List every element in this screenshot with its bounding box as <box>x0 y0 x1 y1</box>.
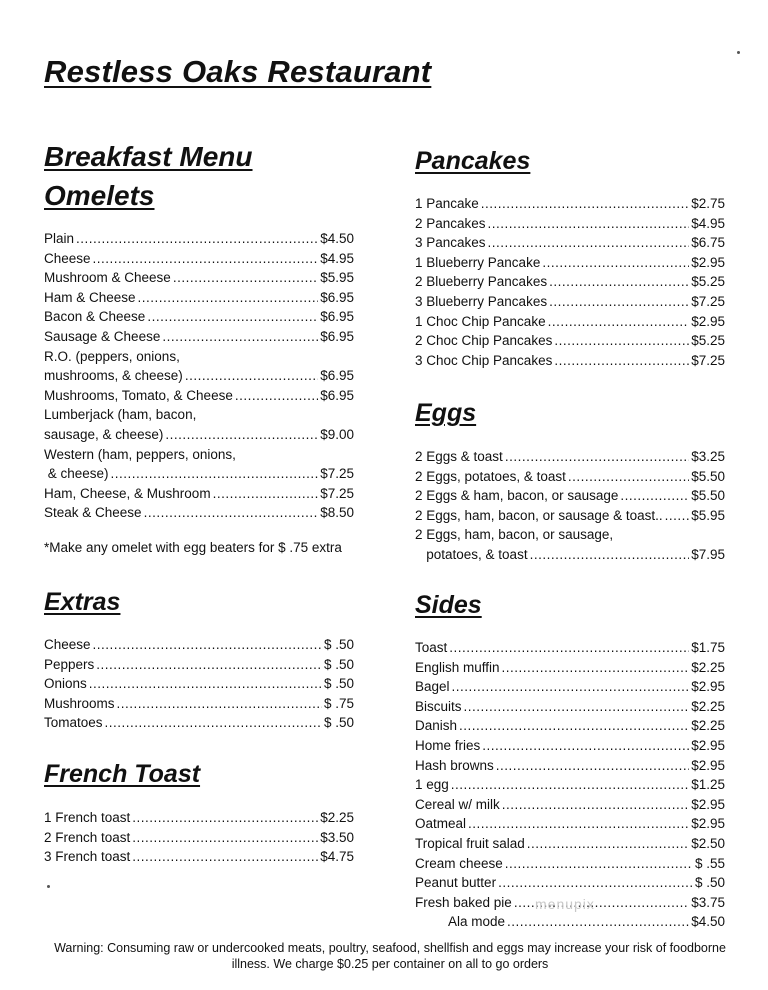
pancakes-title: Pancakes <box>415 147 531 175</box>
menu-item-price: $2.95 <box>691 737 725 753</box>
menu-item-price: $2.95 <box>691 816 725 832</box>
dot-leader <box>554 351 689 371</box>
menu-item-name: English muffin <box>415 659 500 675</box>
menu-item-price: $4.95 <box>320 250 354 266</box>
menu-item-price: $1.25 <box>691 777 725 793</box>
menu-item-price: $2.95 <box>691 757 725 773</box>
menu-item-price: $3.75 <box>691 894 725 910</box>
menu-item <box>415 467 725 487</box>
menu-item-price: $2.95 <box>691 679 725 695</box>
menu-item-name: 2 Eggs, potatoes, & toast <box>415 468 566 484</box>
menu-item <box>415 638 725 658</box>
menu-item-price: $7.95 <box>691 546 725 562</box>
menu-item-price: $6.95 <box>320 289 354 305</box>
menu-item <box>415 312 725 332</box>
menu-item-name: Tropical fruit salad <box>415 835 525 851</box>
menu-item-name: 2 Eggs & ham, bacon, or sausage <box>415 488 619 504</box>
dot-leader <box>620 486 689 506</box>
menu-item-name: 3 French toast <box>44 849 131 865</box>
menu-item <box>44 674 354 694</box>
menu-item-price: $2.75 <box>691 196 725 211</box>
menu-item-price: $5.95 <box>320 270 354 286</box>
egg-beaters-note: *Make any omelet with egg beaters for $ .75 extra <box>44 540 342 555</box>
pancakes-list <box>415 194 725 370</box>
menu-item-price: $7.25 <box>691 293 725 309</box>
menu-item-name: Oatmeal <box>415 816 467 832</box>
menu-item-name: Plain <box>44 231 75 246</box>
dot-leader <box>105 713 322 733</box>
dot-leader <box>162 327 318 347</box>
menu-item-name: 2 Eggs & toast <box>415 449 503 464</box>
dot-leader <box>138 288 319 308</box>
menu-item-name: 2 Choc Chip Pancakes <box>415 333 553 349</box>
menu-item <box>415 233 725 253</box>
dot-leader <box>459 716 689 736</box>
dot-leader <box>111 464 319 484</box>
menu-item-name: Hash browns <box>415 757 494 773</box>
menu-item <box>415 272 725 292</box>
menu-item-price: $2.95 <box>691 254 725 270</box>
eggs-title: Eggs <box>415 399 477 427</box>
menu-item-name: & cheese) <box>44 466 109 482</box>
dot-leader <box>530 545 690 565</box>
menu-item <box>44 445 354 465</box>
menu-item <box>44 694 354 714</box>
menu-item-name: Toast <box>415 640 448 655</box>
menu-item-name: Fresh baked pie <box>415 894 512 910</box>
menu-item-name: Sausage & Cheese <box>44 328 161 344</box>
menu-item <box>415 331 725 351</box>
menu-item-name: Ham & Cheese <box>44 289 136 305</box>
dot-leader <box>502 658 690 678</box>
menu-item <box>415 658 725 678</box>
menu-item-name: Lumberjack (ham, bacon, <box>44 407 197 423</box>
dot-leader <box>89 674 322 694</box>
menu-item <box>44 405 354 425</box>
menu-item <box>44 503 354 523</box>
menu-item-name: 1 Choc Chip Pancake <box>415 313 546 329</box>
dot-leader <box>498 873 693 893</box>
menu-item-price: $5.95 <box>691 507 725 523</box>
menu-item-price: $2.25 <box>691 659 725 675</box>
extras-list <box>44 635 354 733</box>
menu-item <box>44 847 354 867</box>
menu-item <box>44 327 354 347</box>
dot-leader <box>235 386 318 406</box>
menu-item <box>415 351 725 371</box>
dot-leader <box>468 814 689 834</box>
dot-leader <box>451 775 689 795</box>
menu-item-name: 2 Eggs, ham, bacon, or sausage, <box>415 527 614 543</box>
dot-leader <box>147 307 318 327</box>
dot-leader <box>549 272 689 292</box>
menu-item-price: $3.50 <box>320 829 354 845</box>
menu-item-name: Peppers <box>44 656 95 672</box>
watermark: menupix <box>535 896 595 912</box>
restaurant-name: Restless Oaks Restaurant <box>44 54 432 89</box>
menu-item-price: $4.75 <box>320 849 354 865</box>
menu-item <box>44 655 354 675</box>
menu-item-price: $6.75 <box>691 235 725 251</box>
menu-item <box>415 814 725 834</box>
dot-leader <box>213 484 319 504</box>
dot-leader <box>488 233 690 253</box>
dot-leader <box>449 638 689 658</box>
dot-leader <box>144 503 319 523</box>
menu-item-name: Onions <box>44 676 87 692</box>
scan-mark <box>47 885 50 888</box>
menu-item-price: $2.50 <box>691 835 725 851</box>
dot-leader <box>527 834 689 854</box>
menu-item-price: $ .50 <box>694 875 725 891</box>
dot-leader <box>505 854 693 874</box>
menu-item <box>415 194 725 214</box>
menu-item-price: $ .50 <box>323 656 354 672</box>
menu-item-name: Mushrooms, Tomato, & Cheese <box>44 387 233 403</box>
menu-item-name: mushrooms, & cheese) <box>44 368 183 384</box>
menu-item-price: $4.50 <box>691 914 725 930</box>
menu-item-name: Tomatoes <box>44 715 103 731</box>
dot-leader <box>452 677 690 697</box>
menu-item-price: $1.75 <box>691 640 725 655</box>
dot-leader <box>488 214 690 234</box>
menu-item-name: potatoes, & toast <box>415 546 528 562</box>
dot-leader <box>464 697 690 717</box>
menu-item <box>44 828 354 848</box>
dot-leader <box>502 795 689 815</box>
dot-leader <box>665 506 690 526</box>
menu-item <box>44 366 354 386</box>
menu-item-price: $3.25 <box>691 449 725 464</box>
menu-item-name: 1 Pancake <box>415 196 479 211</box>
menu-item-name: 1 French toast <box>44 810 131 825</box>
menu-item <box>415 677 725 697</box>
menu-item-name: Bacon & Cheese <box>44 309 146 325</box>
menu-item-price: $7.25 <box>320 466 354 482</box>
menu-item <box>415 912 725 932</box>
menu-item <box>415 253 725 273</box>
dot-leader <box>93 249 319 269</box>
menu-item <box>44 249 354 269</box>
menu-item <box>44 386 354 406</box>
dot-leader <box>507 912 689 932</box>
menu-item-name: Peanut butter <box>415 875 497 891</box>
dot-leader <box>548 312 690 332</box>
menu-item-price: $6.95 <box>320 368 354 384</box>
dot-leader <box>96 655 322 675</box>
omelets-list <box>44 229 354 523</box>
menu-item-name: Biscuits <box>415 698 462 714</box>
menu-item <box>415 756 725 776</box>
menu-item <box>44 635 354 655</box>
menu-item-name: 2 French toast <box>44 829 131 845</box>
menu-item-name: Cheese <box>44 250 91 266</box>
french-toast-list <box>44 808 354 867</box>
menu-item <box>415 292 725 312</box>
menu-item <box>44 229 354 249</box>
dot-leader <box>165 425 318 445</box>
menu-item-price: $2.25 <box>691 718 725 734</box>
menu-item-price: $6.95 <box>320 328 354 344</box>
menu-item-name: Cheese <box>44 637 91 652</box>
menu-item <box>415 775 725 795</box>
menu-item-price: $4.95 <box>691 215 725 231</box>
menu-item-name: 3 Blueberry Pancakes <box>415 293 548 309</box>
menu-item-price: $6.95 <box>320 309 354 325</box>
menu-item-name: Steak & Cheese <box>44 505 142 521</box>
menu-item <box>415 506 725 526</box>
menu-item <box>44 484 354 504</box>
menu-item-name: 3 Pancakes <box>415 235 486 251</box>
menu-item <box>415 795 725 815</box>
menu-item <box>415 447 725 467</box>
menu-item-price: $2.25 <box>691 698 725 714</box>
menu-item-price: $8.50 <box>320 505 354 521</box>
omelets-title: Omelets <box>44 180 155 211</box>
dot-leader <box>482 736 689 756</box>
dot-leader <box>185 366 318 386</box>
menu-item-price: $ .75 <box>323 695 354 711</box>
menu-item <box>415 834 725 854</box>
menu-item-price: $ .50 <box>323 637 354 652</box>
dot-leader <box>481 194 689 214</box>
menu-item-name: 1 Blueberry Pancake <box>415 254 541 270</box>
dot-leader <box>549 292 689 312</box>
menu-item <box>44 713 354 733</box>
menu-item <box>415 736 725 756</box>
menu-item <box>415 854 725 874</box>
dot-leader <box>132 847 318 867</box>
menu-item-price: $5.50 <box>691 468 725 484</box>
menu-item-name: Cereal w/ milk <box>415 796 500 812</box>
menu-item-price: $4.50 <box>320 231 354 246</box>
menu-item-name: Ham, Cheese, & Mushroom <box>44 485 211 501</box>
menu-item-price: $ .50 <box>323 676 354 692</box>
dot-leader <box>117 694 322 714</box>
menu-item <box>415 716 725 736</box>
menu-item-name: Bagel <box>415 679 450 695</box>
menu-item-price: $2.25 <box>320 810 354 825</box>
dot-leader <box>568 467 689 487</box>
scan-mark <box>737 51 740 54</box>
dot-leader <box>505 447 689 467</box>
menu-item <box>44 425 354 445</box>
menu-item-price: $2.95 <box>691 796 725 812</box>
dot-leader <box>132 808 318 828</box>
menu-item <box>44 808 354 828</box>
menu-item-price: $6.95 <box>320 387 354 403</box>
menu-item <box>44 288 354 308</box>
menu-item-name: Mushrooms <box>44 695 115 711</box>
menu-item-name: Home fries <box>415 737 481 753</box>
menu-item-name: sausage, & cheese) <box>44 426 164 442</box>
menu-item-price: $5.50 <box>691 488 725 504</box>
menu-item <box>44 268 354 288</box>
dot-leader <box>542 253 689 273</box>
menu-item-price: $ .50 <box>323 715 354 731</box>
dot-leader <box>76 229 318 249</box>
menu-item-price: $7.25 <box>320 485 354 501</box>
menu-item-price: $5.25 <box>691 333 725 349</box>
menu-item <box>415 873 725 893</box>
menu-item <box>415 545 725 565</box>
menu-item <box>415 486 725 506</box>
menu-item-price: $9.00 <box>320 426 354 442</box>
menu-item-name: 2 Blueberry Pancakes <box>415 274 548 290</box>
sides-list <box>415 638 725 932</box>
menu-item <box>415 525 725 545</box>
menu-item-price: $7.25 <box>691 352 725 368</box>
menu-item-name: Western (ham, peppers, onions, <box>44 446 236 462</box>
french-toast-title: French Toast <box>44 760 201 788</box>
menu-item-price: $ .55 <box>694 855 725 871</box>
dot-leader <box>496 756 689 776</box>
menu-item-name: 1 egg <box>415 777 449 793</box>
menu-item-name: 3 Choc Chip Pancakes <box>415 352 553 368</box>
menu-item-name: 2 Eggs, ham, bacon, or sausage & toast.. <box>415 507 663 523</box>
eggs-list <box>415 447 725 565</box>
menu-item <box>44 307 354 327</box>
food-warning: Warning: Consuming raw or undercooked meats, poultry, seafood, shellfish and eggs may increase your risk of foodborne illness. We charge $0.25 per container on all to go orders <box>54 941 726 971</box>
menu-item-name: Danish <box>415 718 458 734</box>
extras-title: Extras <box>44 588 121 616</box>
sides-title: Sides <box>415 591 482 619</box>
menu-item <box>44 464 354 484</box>
menu-item-price: $5.25 <box>691 274 725 290</box>
dot-leader <box>173 268 318 288</box>
menu-item-name: Cream cheese <box>415 855 503 871</box>
menu-item-price: $2.95 <box>691 313 725 329</box>
breakfast-menu-title: Breakfast Menu <box>44 141 253 172</box>
menu-item <box>415 214 725 234</box>
menu-item-name: R.O. (peppers, onions, <box>44 348 180 364</box>
menu-item-name: Mushroom & Cheese <box>44 270 171 286</box>
menu-item-name: Ala mode <box>415 914 506 930</box>
menu-item <box>415 697 725 717</box>
dot-leader <box>93 635 322 655</box>
dot-leader <box>132 828 318 848</box>
dot-leader <box>554 331 689 351</box>
menu-item-name: 2 Pancakes <box>415 215 486 231</box>
menu-item <box>44 347 354 367</box>
